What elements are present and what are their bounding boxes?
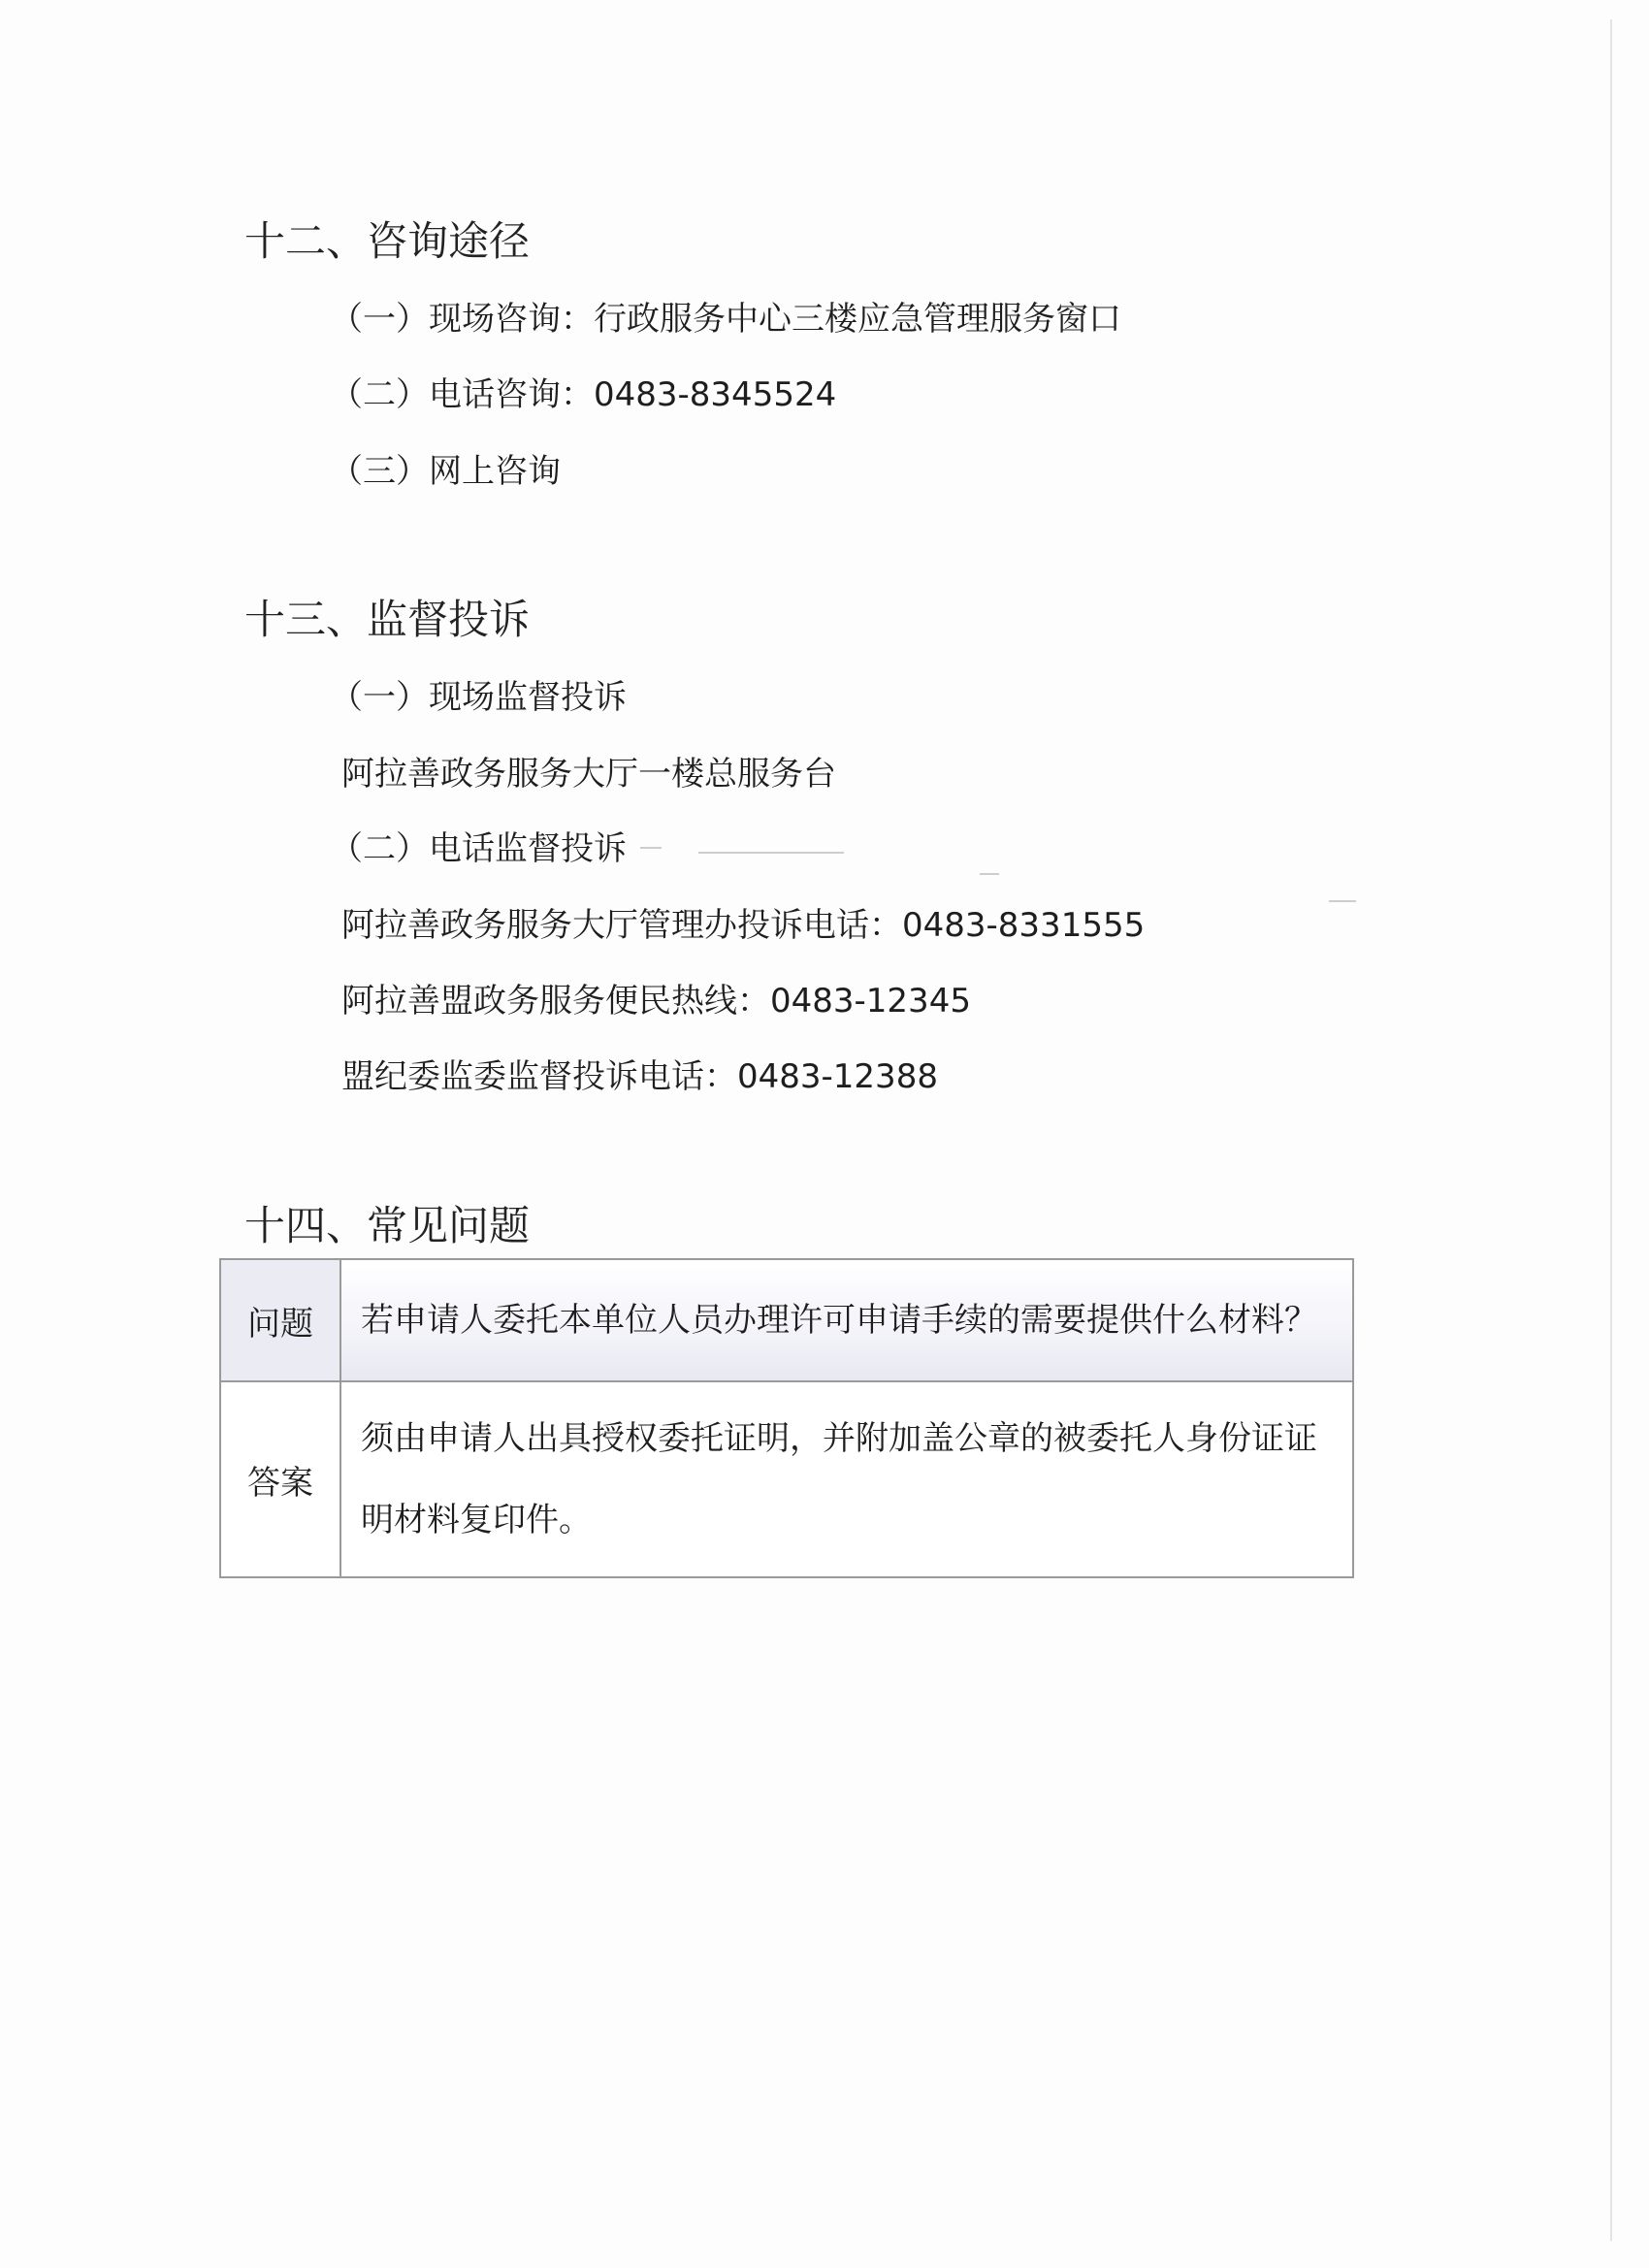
question-label: 问题 (220, 1259, 340, 1381)
scan-speckle (980, 873, 999, 875)
onsite-consult-item: （一）现场咨询：行政服务中心三楼应急管理服务窗口 (330, 300, 1121, 339)
phone-complaint-label: （二）电话监督投诉 (330, 829, 627, 868)
complaint-phone-line: 阿拉善政务服务大厅管理办投诉电话：0483-8331555 (341, 906, 1146, 945)
phone-consult-item: （二）电话咨询：0483-8345524 (330, 375, 837, 414)
scan-edge-line (1610, 19, 1612, 2241)
scan-speckle (640, 847, 662, 849)
scan-speckle (1329, 900, 1356, 902)
question-text: 若申请人委托本单位人员办理许可申请手续的需要提供什么材料？ (340, 1259, 1353, 1381)
answer-label: 答案 (220, 1381, 340, 1577)
answer-text: 须由申请人出具授权委托证明，并附加盖公章的被委托人身份证证明材料复印件。 (340, 1381, 1353, 1577)
complaint-phone-line: 盟纪委监委监督投诉电话：0483-12388 (341, 1057, 938, 1096)
section-13-heading: 十三、监督投诉 (244, 596, 531, 643)
online-consult-item: （三）网上咨询 (330, 452, 561, 491)
faq-answer-row (220, 1381, 1353, 1577)
onsite-complaint-label: （一）现场监督投诉 (330, 678, 627, 717)
faq-question-row (220, 1259, 1353, 1381)
section-12-heading: 十二、咨询途径 (244, 217, 531, 265)
section-14-heading: 十四、常见问题 (244, 1202, 531, 1249)
scan-speckle (698, 852, 844, 854)
complaint-phone-line: 阿拉善盟政务服务便民热线：0483-12345 (341, 982, 971, 1021)
faq-table (219, 1258, 1354, 1578)
onsite-complaint-detail: 阿拉善政务服务大厅一楼总服务台 (341, 755, 836, 794)
